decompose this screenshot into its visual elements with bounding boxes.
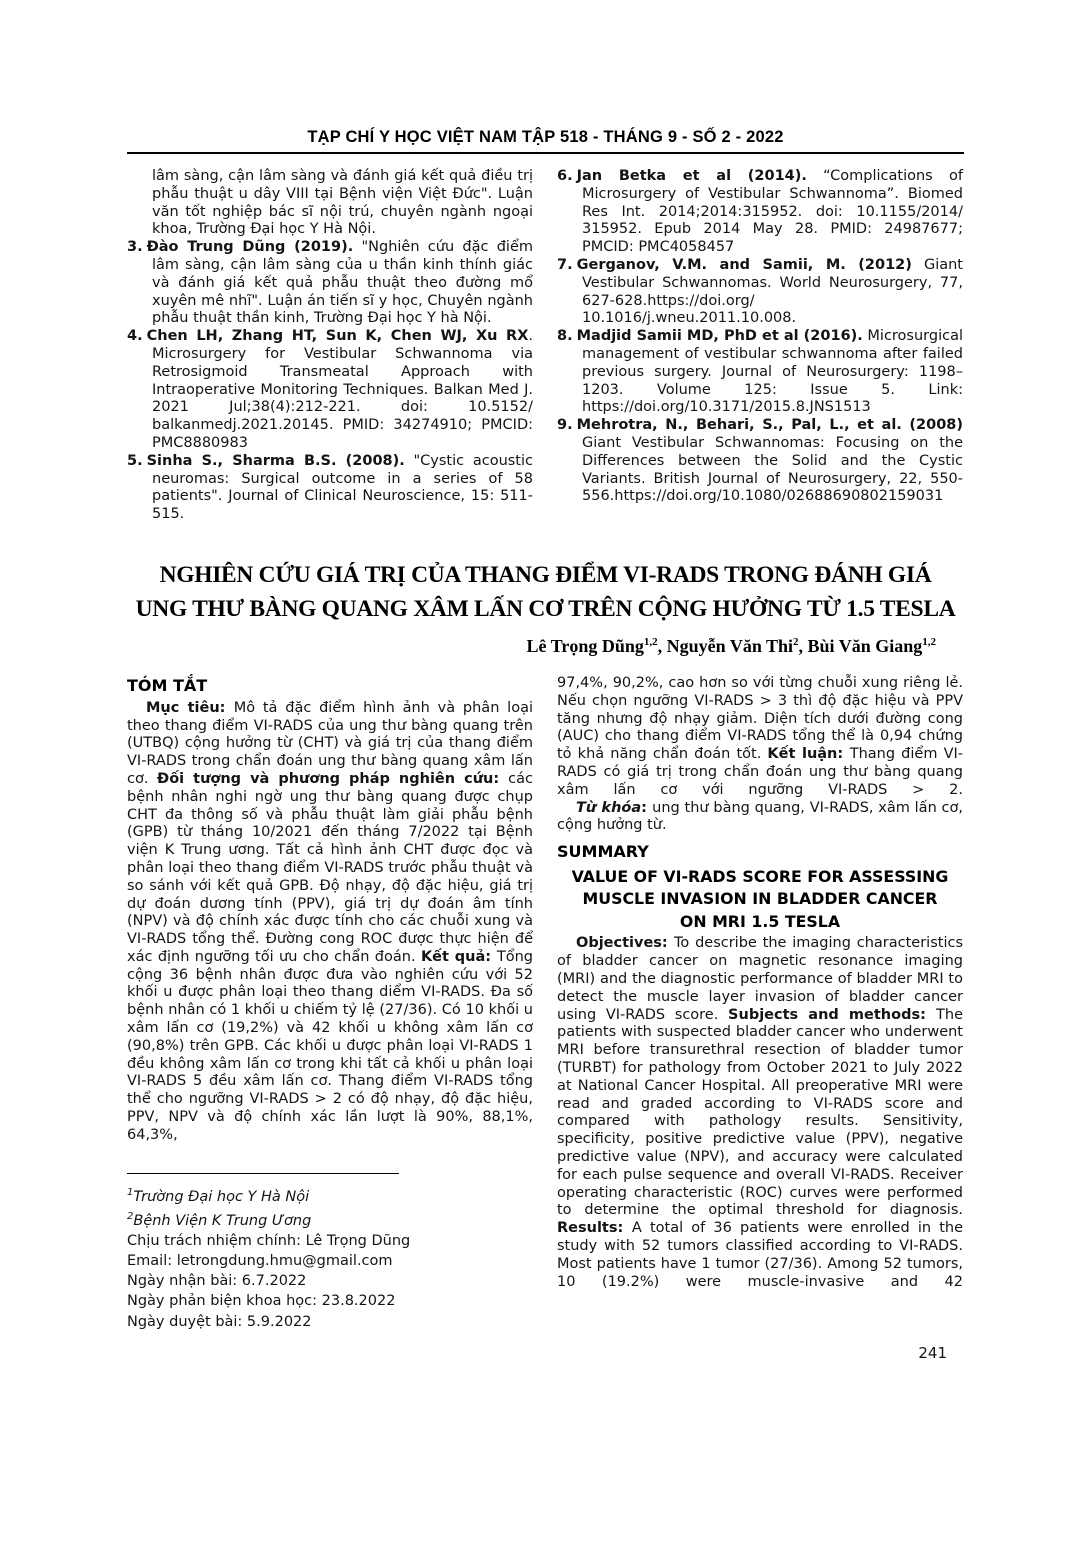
- abstract-column: [127, 675, 533, 1332]
- summary-subtitle-line1: VALUE OF VI-RADS SCORE FOR ASSESSING: [571, 866, 949, 886]
- footnote-lines: [127, 1231, 533, 1332]
- footnote-line: Chịu trách nhiệm chính: Lê Trọng Dũng: [127, 1232, 411, 1249]
- footnote-line: Ngày duyệt bài: 5.9.2022: [127, 1313, 312, 1330]
- summary-heading: SUMMARY: [557, 842, 649, 862]
- reference-continuation: lâm sàng, cận lâm sàng và đánh giá kết quả điều trị phẫu thuật u dây VIII tại Bệnh viện Việt Đức". Luận văn tốt nghiệp bác sĩ nội trú, chuyên ngành ngoại khoa, Trường Đại học Y Hà Nội.: [152, 168, 533, 238]
- summary-paragraph: Objectives: To describe the imaging characteristics of bladder cancer on magnetic resonance imaging (MRI) and the diagnostic performance of bladder MRI to detect the muscle layer invasion of bladder cancer using VI-RADS score. Subjects and methods: The patients with suspected bladder cancer who underwent MRI before transurethral resection of bladder tumor (TURBT) for pathology from October 2021 to July 2022 at National Cancer Hospital. All preoperative MRI were read and graded according to VI-RADS score and compared with pathology results. Sensitivity, specificity, positive predictive value (PPV), negative predictive value (NPV), and accuracy were calculated for each pulse sequence and overall VI-RADS. Receiver operating characteristic (ROC) curves were performed to determine the optimal threshold for diagnosis. Results: A total of 36 patients were enrolled in the study with 52 tumors classified according to VI-RADS. Most patients have 1 tumor (27/36). Among 52 tumors, 10 (19.2%) were muscle-invasive and 42: [557, 935, 963, 1290]
- footnote-block: [127, 1173, 533, 1332]
- summary-subtitle-line2: MUSCLE INVASION IN BLADDER CANCER: [582, 889, 938, 909]
- reference-item: 3. Đào Trung Dũng (2019). "Nghiên cứu đặc điểm lâm sàng, cận lâm sàng của u thần kinh thính giác và đánh giá kết quả phẫu thuật theo đường mổ xuyên mê nhĩ". Luận án tiến sĩ y học, Chuyên ngành phẫu thuật thần kinh, Trường Đại học Y hà Nội.: [127, 239, 533, 327]
- summary-column: [557, 675, 963, 1332]
- article-body: [127, 675, 964, 1332]
- reference-number: 5.: [127, 452, 143, 469]
- footnote-line: Ngày phản biện khoa học: 23.8.2022: [127, 1293, 396, 1310]
- reference-item: 6. Jan Betka et al (2014). “Complications of Microsurgery of Vestibular Schwannoma”. Biomed Res Int. 2014;2014:315952. doi: 10.1155/2014/ 315952. Epub 2014 May 28. PMID: 24987677; PMCID: PMC4058457: [557, 168, 963, 256]
- affiliation-1: $^1$Trường Đại học Y Hà Nội: [127, 1186, 310, 1205]
- reference-item: 9. Mehrotra, N., Behari, S., Pal, L., et al. (2008) Giant Vestibular Schwannomas: Focusing on the Differences between the Solid and the Cystic Variants. British Journal of Neurosurgery, 22, 550-556.https://doi.org/10.1080/02688690802159031: [557, 417, 963, 505]
- reference-number: 6.: [557, 168, 573, 184]
- affiliation-2-sup: 2: [127, 1210, 134, 1222]
- reference-number: 9.: [557, 417, 573, 434]
- footnote-line: Email: letrongdung.hmu@gmail.com: [127, 1252, 393, 1269]
- reference-number: 7.: [557, 256, 573, 273]
- reference-item: 7. Gerganov, V.M. and Samii, M. (2012) Giant Vestibular Schwannomas. World Neurosurgery, 77, 627-628.https://doi.org/ 10.1016/j.wneu.2011.10.008.: [557, 256, 963, 327]
- summary-subtitle: [557, 866, 963, 934]
- references-right-list: [557, 168, 963, 506]
- page-number: 241: [918, 1344, 947, 1362]
- references-left-list: [127, 239, 533, 524]
- references-left-column: [127, 168, 533, 524]
- article-title: [127, 558, 964, 626]
- keywords-line: Từ khóa: ung thư bàng quang, VI-RADS, xâm lấn cơ, cộng hưởng từ.: [557, 799, 963, 834]
- reference-number: 4.: [127, 328, 143, 345]
- footnote-line: Ngày nhận bài: 6.7.2022: [127, 1273, 307, 1290]
- abstract-paragraph: Mục tiêu: Mô tả đặc điểm hình ảnh và phân loại theo thang điểm VI-RADS của ung thư bàng quang trên (UTBQ) cộng hưởng từ (CHT) và giá trị của thang điểm VI-RADS trong chẩn đoán ung thư bàng quang xâm lấn cơ. Đối tượng và phương pháp nghiên cứu: các bệnh nhân nghi ngờ ung thư bàng quang được chụp CHT đa thông số và phẫu thuật làm giải phẫu bệnh (GPB) từ tháng 10/2021 đến tháng 7/2022 tại Bệnh viện K Trung ương. Tất cả hình ảnh CHT được đọc và phân loại theo thang điểm VI-RADS trước phẫu thuật và so sánh với kết quả GPB. Độ nhạy, độ đặc hiệu, giá trị dự đoán dương tính (PPV), giá trị dự đoán âm tính (NPV) và độ chính xác được tính cho các chuỗi xung và VI-RADS tổng thể. Đường cong ROC được thực hiện để xác định ngưỡng tối ưu cho chẩn đoán. Kết quả: Tổng cộng 36 bệnh nhân được đưa vào nghiên cứu với 52 khối u được phân loại theo thang diểm VI-RADS. Đa số bệnh nhân có 1 khối u chiếm tỷ lệ (27/36). Có 10 khối u xâm lấn cơ (19,2%) và 42 khối u không xâm lấn cơ (90,8%) trên GPB. Các khối u được phân loại VI-RADS 1 đều không xâm lấn cơ trong khi tất cả khối u phân loại VI-RADS 5 đều xâm lấn cơ. Thang điểm VI-RADS tổng thể cho ngưỡng VI-RADS > 2 có độ nhạy, độ đặc hiệu, PPV, NPV và độ chính xác lần lượt là 90%, 88,1%, 64,3%,: [127, 699, 534, 1143]
- journal-title: TẠP CHÍ Y HỌC VIỆT NAM TẬP 518 - THÁNG 9 - SỐ 2 - 2022: [307, 128, 784, 146]
- article-title-line2: UNG THƯ BÀNG QUANG XÂM LẤN CƠ TRÊN CỘNG HƯỞNG TỪ 1.5 TESLA: [135, 595, 956, 622]
- reference-number: 3.: [127, 239, 143, 256]
- summary-subtitle-line3: ON MRI 1.5 TESLA: [679, 911, 841, 931]
- reference-item: 4. Chen LH, Zhang HT, Sun K, Chen WJ, Xu RX. Microsurgery for Vestibular Schwannoma via Retrosigmoid Transmeatal Approach with Intraoperative Monitoring Techniques. Balkan Med J. 2021 Jul;38(4):212-221. doi: 10.5152/ balkanmedj.2021.20145. PMID: 34274910; PMCID: PMC8880983: [127, 328, 533, 451]
- abstract-continuation-paragraph: 97,4%, 90,2%, cao hơn so với từng chuỗi xung riêng lẻ. Nếu chọn ngưỡng VI-RADS > 3 thì độ đặc hiệu và PPV tăng nhưng độ nhạy giảm. Diện tích dưới đường cong (AUC) cho thang điểm VI-RADS tổng thể là 0,94 chứng tỏ khả năng chẩn đoán tốt. Kết luận: Thang điểm VI-RADS có giá trị trong chẩn đoán ung thư bàng quang xâm lấn cơ với ngưỡng VI-RADS > 2.: [557, 674, 963, 798]
- references-right-column: [557, 168, 963, 524]
- footnote-divider: [127, 1173, 399, 1174]
- affiliation-1-sup: 1: [127, 1186, 134, 1198]
- page-header: [127, 128, 964, 154]
- abstract-heading: TÓM TẮT: [127, 675, 208, 695]
- reference-item: 5. Sinha S., Sharma B.S. (2008). "Cystic acoustic neuromas: Surgical outcome in a series of 58 patients". Journal of Clinical Neuroscience, 15: 511-515.: [127, 452, 533, 523]
- header-divider: [127, 152, 964, 154]
- reference-item: 8. Madjid Samii MD, PhD et al (2016). Microsurgical management of vestibular schwannoma after failed previous surgery. Journal of Neurosurgery: 1198–1203. Volume 125: Issue 5. Link: https://doi.org/10.3171/2015.8.JNS1513: [557, 328, 963, 416]
- article-title-line1: NGHIÊN CỨU GIÁ TRỊ CỦA THANG ĐIỂM VI-RADS TRONG ĐÁNH GIÁ: [159, 561, 932, 588]
- references-section: [127, 168, 964, 524]
- authors-line: Lê Trọng Dũng$^{1,2}$, Nguyễn Văn Thi$^2$, Bùi Văn Giang$^{1,2}$: [526, 635, 936, 656]
- affiliation-2: $^2$Bệnh Viện K Trung Ương: [127, 1210, 312, 1229]
- reference-number: 8.: [557, 328, 573, 345]
